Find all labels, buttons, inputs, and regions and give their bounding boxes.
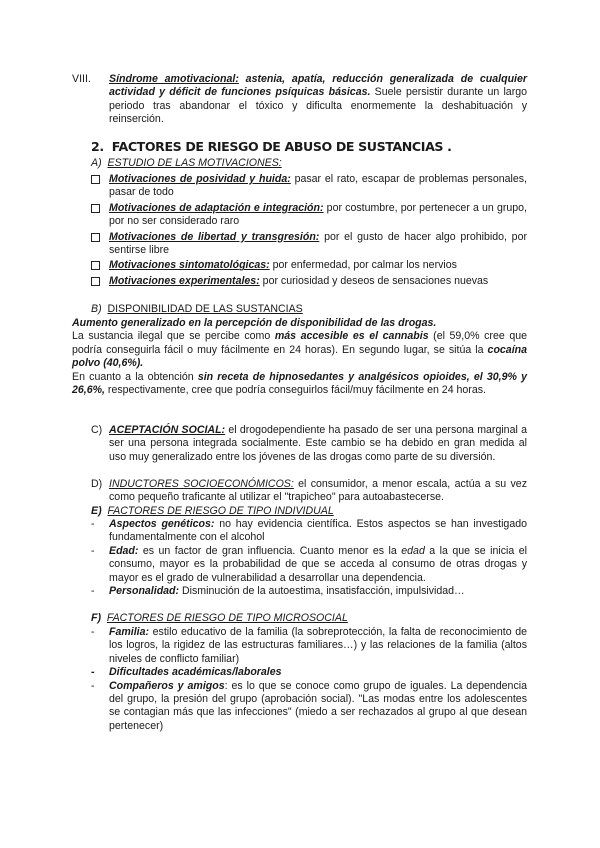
paragraph: En cuanto a la obtención sin receta de hipnosedantes y analgésicos opioides, el 30,9% y 26,6%, respectivamente, cree que podría conseguirlos fácil/muy fácilmente en 24 horas. [72, 370, 527, 397]
microsocial-factors-list [91, 626, 527, 733]
list-item: Motivaciones de libertad y transgresión: por el gusto de hacer algo prohibido, por sentirse libre [91, 231, 527, 258]
paragraph: La sustancia ilegal que se percibe como más accesible es el cannabis (el 59,0% cree que podría conseguirla fácil o muy fácilmente en 24 horas). En segundo lugar, se sitúa la cocaína polvo (40,6%). [72, 330, 527, 370]
term: Síndrome amotivacional: [109, 73, 239, 85]
subsection-e-heading: E) FACTORES DE RIESGO DE TIPO INDIVIDUAL [91, 505, 334, 517]
section-heading: 2. FACTORES DE RIESGO DE ABUSO DE SUSTANCIAS . [91, 139, 452, 154]
list-item: - Dificultades académicas/laborales [91, 666, 282, 679]
item-letter: C) [91, 424, 103, 436]
inductores-paragraph: INDUCTORES SOCIOECONÓMICOS: el consumidor, a menor escala, actúa a su vez como pequeño traficante al utilizar el "trapicheo" para autoabastecerse. [109, 478, 527, 504]
checkbox-icon [91, 233, 100, 242]
list-item: - Familia: estilo educativo de la familia (la sobreprotección, la falta de reconocimiento de los logros, la rigidez de las estructuras familiares…) y las relaciones de la familia (altos niveles de conflicto familiar) [91, 626, 527, 665]
availability-block [72, 317, 527, 397]
checkbox-icon [91, 261, 100, 270]
sindrome-amotivacional-paragraph: Síndrome amotivacional: astenia, apatía, reducción generalizada de cualquier actividad y déficit de funciones psíquicas básicas. Suele persistir durante un largo periodo tras abandonar el tóxico y dificulta enormemente la deshabituación y reinserción. [109, 73, 528, 126]
checkbox-icon [91, 204, 100, 213]
list-item: Motivaciones de posividad y huida: pasar el rato, escapar de problemas personales, pasar de todo [91, 173, 527, 200]
aceptacion-social-paragraph: ACEPTACIÓN SOCIAL: el drogodependiente ha pasado de ser una persona marginal a ser una persona integrada socialmente. Este cambio se ha debido en gran medida al uso muy generalizado entre los jóvenes de las drogas como parte de su diversión. [109, 424, 527, 463]
checkbox-icon [91, 175, 100, 184]
list-item: - Personalidad: Disminución de la autoestima, insatisfacción, impulsividad… [91, 585, 465, 598]
item-numeral: VIII. [72, 73, 91, 85]
item-letter: D) [91, 478, 103, 490]
lead-sentence: Aumento generalizado en la percepción de disponibilidad de las drogas. [72, 317, 437, 329]
subsection-a-heading: A) ESTUDIO DE LAS MOTIVACIONES: [91, 157, 282, 169]
list-item: - Aspectos genéticos: no hay evidencia científica. Estos aspectos se han investigado fundamentalmente con el alcohol [91, 518, 527, 544]
motivations-list [91, 173, 527, 288]
list-item: - Compañeros y amigos: es lo que se conoce como grupo de iguales. La dependencia del grupo, la presión del grupo (aprobación social). "Las modas entre los adolescentes se contagian más que las infecciones" (miedo a ser rechazados al grupo al que desean pertenecer) [91, 679, 527, 732]
checkbox-icon [91, 277, 100, 286]
individual-factors-list [91, 518, 527, 598]
list-item: Motivaciones de adaptación e integración: por costumbre, por pertenecer a un grupo, por no ser considerado raro [91, 202, 527, 229]
subsection-f-heading: F) FACTORES DE RIESGO DE TIPO MICROSOCIAL [91, 612, 348, 624]
list-item: Motivaciones sintomatológicas: por enfermedad, por calmar los nervios [91, 259, 527, 272]
list-item: Motivaciones experimentales: por curiosidad y deseos de sensaciones nuevas [91, 275, 527, 288]
subsection-b-heading: B) DISPONIBILIDAD DE LAS SUSTANCIAS [91, 303, 303, 315]
list-item: - Edad: es un factor de gran influencia. Cuanto menor es la edad a la que se inicia el consumo, mayor es la probabilidad de que se acceda al consumo de otras drogas y mayor es el grado de vulnerabilidad a desarrollar una dependencia. [91, 544, 527, 584]
